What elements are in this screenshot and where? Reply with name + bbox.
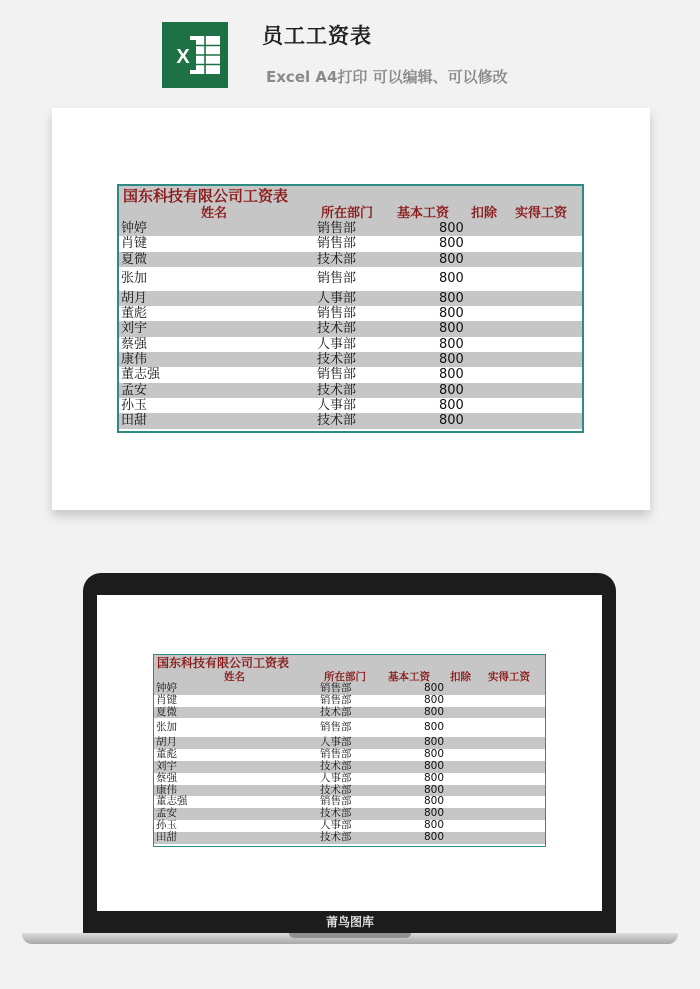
cell-dept: 技术部 — [320, 807, 352, 820]
cell-base-salary: 800 — [424, 807, 445, 820]
cell-base-salary: 800 — [439, 413, 464, 429]
table-row — [154, 761, 545, 773]
cell-dept: 人事部 — [320, 771, 352, 784]
cell-dept: 技术部 — [317, 321, 357, 337]
cell-dept: 销售部 — [317, 270, 357, 286]
cell-base-salary: 800 — [439, 397, 464, 413]
cell-dept: 人事部 — [317, 290, 357, 306]
table-row — [119, 413, 582, 428]
cell-name: 夏微 — [156, 705, 177, 718]
table-row — [119, 321, 582, 336]
cell-base-salary: 800 — [424, 830, 445, 843]
cell-base-salary: 800 — [439, 336, 464, 352]
cell-name: 孙玉 — [156, 818, 177, 831]
cell-base-salary: 800 — [424, 705, 445, 718]
cell-dept: 销售部 — [317, 306, 357, 322]
cell-dept: 技术部 — [317, 251, 357, 267]
cell-dept: 人事部 — [320, 818, 352, 831]
column-header-net: 实得工资 — [488, 671, 530, 683]
cell-base-salary: 800 — [424, 682, 445, 694]
table-row — [154, 820, 545, 832]
cell-dept: 人事部 — [320, 736, 352, 749]
table-title: 国东科技有限公司工资表 — [154, 655, 545, 671]
cell-base-salary: 800 — [424, 818, 445, 831]
cell-dept: 销售部 — [317, 236, 357, 252]
cell-base-salary: 800 — [439, 251, 464, 267]
cell-base-salary: 800 — [424, 693, 445, 706]
table-row — [119, 367, 582, 382]
salary-table — [117, 184, 584, 433]
table-row — [154, 707, 545, 719]
cell-base-salary: 800 — [424, 748, 445, 761]
column-header-deduction: 扣除 — [450, 671, 471, 683]
table-row — [119, 236, 582, 251]
cell-name: 肖键 — [121, 236, 148, 252]
cell-dept: 销售部 — [320, 721, 352, 734]
cell-base-salary: 800 — [439, 382, 464, 398]
table-row — [119, 306, 582, 321]
table-row — [154, 718, 545, 737]
cell-dept: 销售部 — [317, 221, 357, 236]
table-body — [154, 683, 545, 844]
cell-base-salary: 800 — [424, 759, 445, 772]
cell-dept: 人事部 — [317, 397, 357, 413]
cell-base-salary: 800 — [424, 783, 445, 796]
cell-name: 董彪 — [156, 748, 177, 761]
cell-name: 田甜 — [156, 830, 177, 843]
cell-name: 张加 — [156, 721, 177, 734]
table-title: 国东科技有限公司工资表 — [119, 186, 582, 206]
cell-dept: 技术部 — [317, 382, 357, 398]
column-header-base: 基本工资 — [397, 206, 450, 221]
column-header-name: 姓名 — [224, 671, 245, 683]
cell-name: 孟安 — [121, 382, 148, 398]
table-row — [119, 383, 582, 398]
cell-base-salary: 800 — [439, 306, 464, 322]
cell-name: 孙玉 — [121, 397, 148, 413]
excel-icon — [162, 22, 228, 88]
cell-base-salary: 800 — [439, 270, 464, 286]
cell-name: 康伟 — [121, 352, 148, 368]
cell-name: 钟婷 — [121, 221, 148, 236]
cell-base-salary: 800 — [424, 736, 445, 749]
table-row — [119, 252, 582, 267]
cell-name: 董彪 — [121, 306, 148, 322]
svg-text:X: X — [176, 46, 190, 68]
column-header-base: 基本工资 — [388, 671, 430, 683]
table-row — [119, 221, 582, 236]
cell-name: 田甜 — [121, 413, 148, 429]
cell-dept: 销售部 — [320, 795, 352, 808]
table-row — [119, 267, 582, 291]
salary-table-laptop — [153, 654, 546, 847]
cell-name: 董志强 — [121, 367, 161, 383]
cell-base-salary: 800 — [439, 236, 464, 252]
table-row — [154, 695, 545, 707]
cell-base-salary: 800 — [439, 321, 464, 337]
cell-dept: 技术部 — [317, 413, 357, 429]
table-header-row — [119, 206, 582, 221]
cell-dept: 技术部 — [320, 783, 352, 796]
table-row — [119, 291, 582, 306]
page-title: 员工工资表 — [262, 24, 372, 48]
page-subtitle: Excel A4打印 可以编辑、可以修改 — [266, 68, 508, 86]
cell-base-salary: 800 — [439, 367, 464, 383]
column-header-name: 姓名 — [201, 206, 228, 221]
column-header-dept: 所在部门 — [324, 671, 366, 683]
cell-dept: 技术部 — [320, 830, 352, 843]
cell-dept: 技术部 — [320, 759, 352, 772]
cell-name: 蔡强 — [156, 771, 177, 784]
cell-name: 张加 — [121, 270, 148, 286]
cell-name: 夏微 — [121, 251, 148, 267]
cell-dept: 技术部 — [320, 705, 352, 718]
cell-base-salary: 800 — [439, 290, 464, 306]
cell-name: 董志强 — [156, 795, 188, 808]
cell-base-salary: 800 — [439, 221, 464, 236]
cell-base-salary: 800 — [424, 721, 445, 734]
cell-dept: 销售部 — [317, 367, 357, 383]
table-row — [154, 773, 545, 785]
cell-base-salary: 800 — [424, 771, 445, 784]
cell-name: 胡月 — [121, 290, 148, 306]
table-row — [119, 352, 582, 367]
column-header-net: 实得工资 — [515, 206, 568, 221]
cell-name: 康伟 — [156, 783, 177, 796]
cell-dept: 人事部 — [317, 336, 357, 352]
laptop-caption: 莆鸟图库 — [325, 915, 374, 929]
cell-name: 刘宇 — [156, 759, 177, 772]
table-body — [119, 221, 582, 429]
table-row — [154, 832, 545, 844]
column-header-deduction: 扣除 — [471, 206, 498, 221]
cell-base-salary: 800 — [439, 352, 464, 368]
column-header-dept: 所在部门 — [321, 206, 374, 221]
cell-dept: 销售部 — [320, 682, 352, 694]
cell-dept: 技术部 — [317, 352, 357, 368]
cell-dept: 销售部 — [320, 748, 352, 761]
cell-base-salary: 800 — [424, 795, 445, 808]
cell-name: 胡月 — [156, 736, 177, 749]
cell-name: 肖键 — [156, 693, 177, 706]
table-row — [119, 398, 582, 413]
cell-name: 钟婷 — [156, 682, 177, 694]
laptop-notch — [289, 933, 411, 938]
cell-dept: 销售部 — [320, 693, 352, 706]
cell-name: 孟安 — [156, 807, 177, 820]
cell-name: 蔡强 — [121, 336, 148, 352]
cell-name: 刘宇 — [121, 321, 148, 337]
table-row — [119, 337, 582, 352]
